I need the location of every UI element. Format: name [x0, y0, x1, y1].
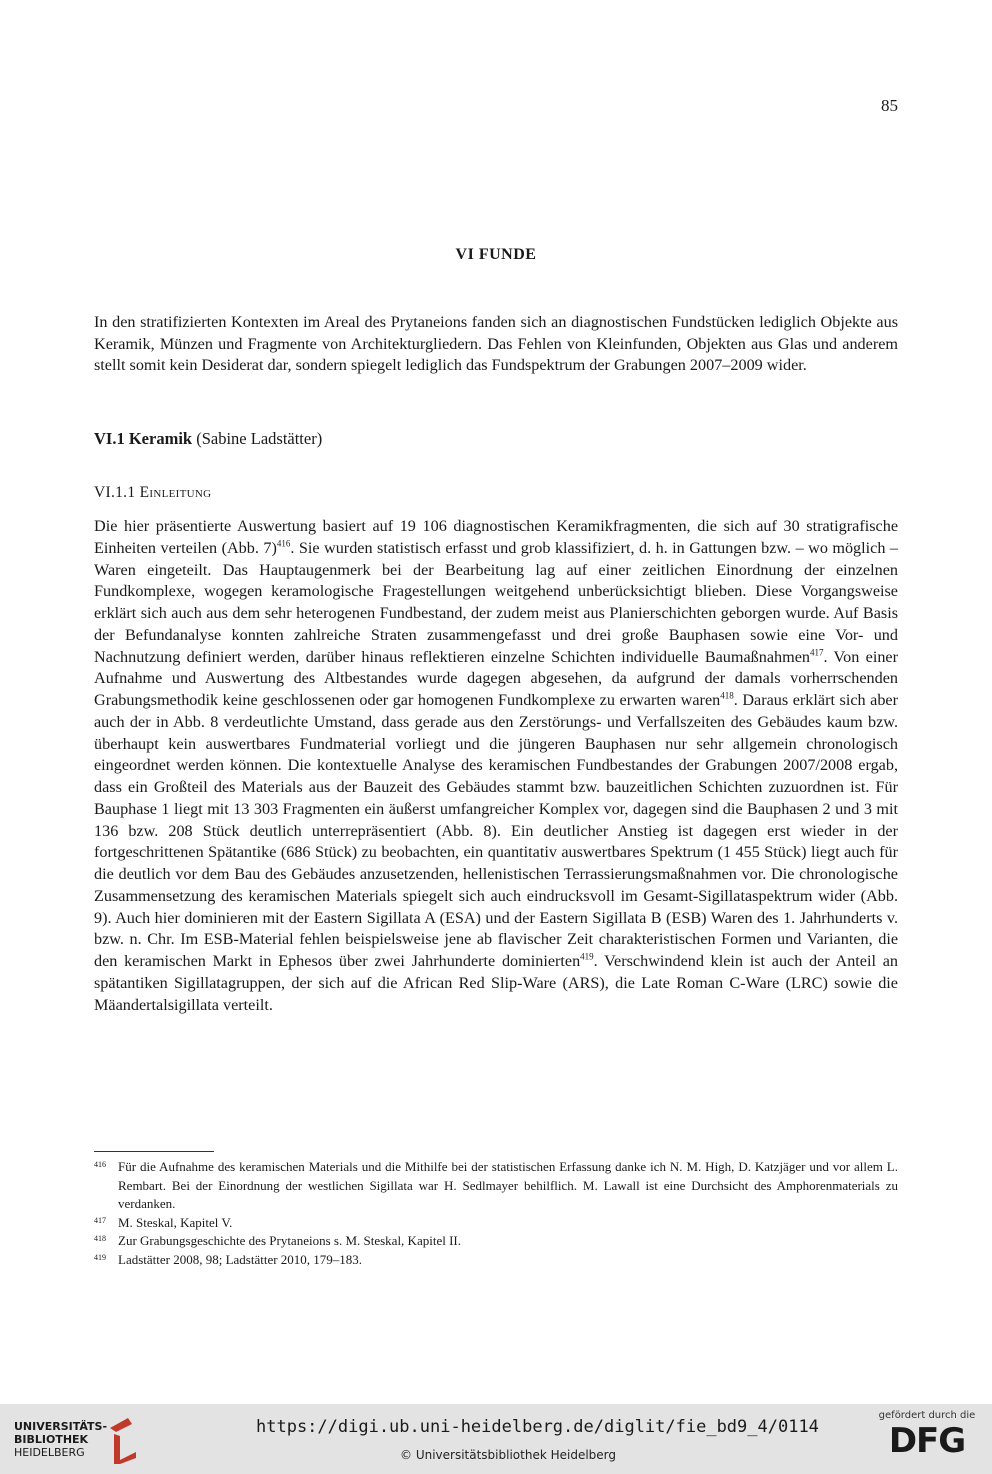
library-name-line: BIBLIOTHEK	[14, 1433, 89, 1446]
footnote-number: 417	[94, 1215, 106, 1225]
footnote-text: M. Steskal, Kapitel V.	[118, 1214, 233, 1230]
library-name	[14, 1420, 107, 1459]
footnotes	[94, 1158, 898, 1269]
footnote-ref-417[interactable]: 417	[810, 647, 824, 658]
funding-caption: gefördert durch die	[878, 1410, 976, 1421]
footnote-ref-419[interactable]: 419	[580, 951, 594, 962]
subsection-number: VI.1.1	[94, 484, 136, 501]
footnote-text: Für die Aufnahme des keramischen Materials und die Mithilfe bei der statistischen Erfassung danke ich N. M. High, D. Katzjäger und vor allem L. Rembart. Bei der Einordnung der westlichen Sigillata war H. Sedlmayer behilflich. M. Lawall ist eine Durchsicht des Amphorenmaterials zu verdanken.	[118, 1159, 898, 1211]
library-mark-icon	[106, 1416, 146, 1466]
document-url-link[interactable]: https://digi.ub.uni-heidelberg.de/diglit/fie_bd9_4/0114	[256, 1417, 819, 1437]
footer-bar	[0, 1404, 992, 1474]
footnote-419	[94, 1251, 898, 1270]
section-author: (Sabine Ladstätter)	[196, 429, 323, 448]
section-title: Keramik	[128, 429, 193, 448]
body-text-part: Die hier präsentierte Auswertung basiert auf 19 106 diagnostischen Keramikfragmenten, die sich auf 30 stratigrafische Einheiten verteilen (Abb. 7)	[94, 517, 898, 557]
body-text-part: . Sie wurden statistisch erfasst und grob klassifiziert, d. h. in Gattungen bzw. – wo möglich – Waren eingeteilt. Das Hauptaugenmerk bei der Bearbeitung lag auf einer zeitlichen Einordnung der einzelnen Fundkomplexe, wogegen keramologische Fragestellungen weitgehend unberücksichtigt blieben. Diese Vorgangsweise erklärt sich auch aus dem sehr heterogenen Fundbestand, der zudem meist aus Planierschichten geborgen wurde. Auf Basis der Befundanalyse konnten zahlreiche Straten zusammengefasst und drei große Bauphasen sowie eine Vor- und Nachnutzung definiert werden, darüber hinaus reflektieren einzelne Schichten individuelle Baumaßnahmen	[94, 538, 898, 666]
footnote-text: Ladstätter 2008, 98; Ladstätter 2010, 179–183.	[118, 1251, 363, 1267]
dfg-logo[interactable]: DFG	[888, 1421, 966, 1461]
body-text-part: . Verschwindend klein ist auch der Anteil an spätantiken Sigillatagruppen, der sich auf die African Red Slip-Ware (ARS), die Late Roman C-Ware (LRC) sowie die Mäandertalsigillata verteilt.	[94, 952, 898, 1014]
footnote-ref-418[interactable]: 418	[720, 690, 734, 701]
footnote-417	[94, 1214, 898, 1233]
section-heading	[94, 429, 322, 449]
copyright-notice: © Universitätsbibliothek Heidelberg	[400, 1448, 617, 1462]
chapter-title: VI FUNDE	[455, 246, 537, 263]
subsection-heading	[94, 484, 211, 502]
footnote-text: Zur Grabungsgeschichte des Prytaneions s. M. Steskal, Kapitel II.	[118, 1233, 461, 1248]
page-number: 85	[881, 96, 898, 115]
body-text-part: . Daraus erklärt sich aber auch der in Abb. 8 verdeutlichte Umstand, dass gerade aus den Zerstörungs- und Verfallszeiten des Gebäudes kaum bzw. überhaupt kein auswertbares Fundmaterial vorliegt und die jüngeren Bauphasen nur sehr allgemein chronologisch eingeordnet werden können. Die kontextuelle Analyse des keramischen Fundbestandes der Grabungen 2007/2008 ergab, dass ein Großteil des Materials aus der Bauzeit des Gebäudes stammt bzw. bauzeitlichen Schichten zuzuordnen ist. Für Bauphase 1 liegt mit 13 303 Fragmenten ein äußerst umfangreicher Komplex vor, dagegen sind die Bauphasen 2 und 3 mit 136 bzw. 208 Stück deutlich unterrepräsentiert (Abb. 8). Ein deutlicher Anstieg ist dagegen erst wieder in der fortgeschrittenen Spätantike (686 Stück) zu beobachten, ein quantitativ auswertbares Spektrum (1 455 Stück) liegt auch für die deutlich vor dem Bau des Gebäudes anzusetzenden, hellenistischen Terrassierungsmaßnahmen vor. Die chronologische Zusammensetzung des keramischen Materials spiegelt sich auch eindrucksvoll im Gesamt-Sigillataspektrum wider (Abb. 9). Auch hier dominieren mit der Eastern Sigillata A (ESA) und der Eastern Sigillata B (ESB) Waren des 1. Jahrhunderts v. bzw. n. Chr. Im ESB-Material fehlen beispielsweise jene ab flavischer Zeit charakteristischen Formen und Varianten, die den keramischen Markt in Ephesos über zwei Jahrhunderte dominierten	[94, 691, 899, 970]
library-name-line: HEIDELBERG	[14, 1446, 85, 1459]
body-text-part: . Von einer Aufnahme und Auswertung des Altbestandes wurde dagegen abgesehen, da aufgrund der damals vorherrschenden Grabungsmethodik keine geschlossenen oder gar homogenen Fundkomplexe zu erwarten waren	[94, 647, 898, 709]
dfg-funding	[872, 1410, 982, 1461]
footnote-divider	[94, 1151, 214, 1152]
library-name-line: UNIVERSITÄTS-	[14, 1420, 108, 1433]
section-number: VI.1	[94, 429, 125, 448]
footnote-418	[94, 1232, 898, 1251]
footnote-416	[94, 1158, 898, 1214]
footnote-ref-416[interactable]: 416	[276, 538, 291, 549]
footnote-number: 419	[94, 1252, 106, 1262]
library-logo[interactable]	[10, 1416, 150, 1466]
footnote-number: 418	[94, 1234, 106, 1243]
footnote-number: 416	[94, 1160, 106, 1169]
intro-paragraph: In den stratifizierten Kontexten im Areal des Prytaneions fanden sich an diagnostischen Fundstücken lediglich Objekte aus Keramik, Münzen und Fragmente von Architekturgliedern. Das Fehlen von Kleinfunden, Objekten aus Glas und anderem stellt somit kein Desiderat dar, sondern spiegelt lediglich das Fundspektrum der Grabungen 2007–2009 wider.	[94, 313, 898, 375]
subsection-title: Einleitung	[139, 484, 212, 501]
body-paragraph	[94, 516, 898, 1016]
